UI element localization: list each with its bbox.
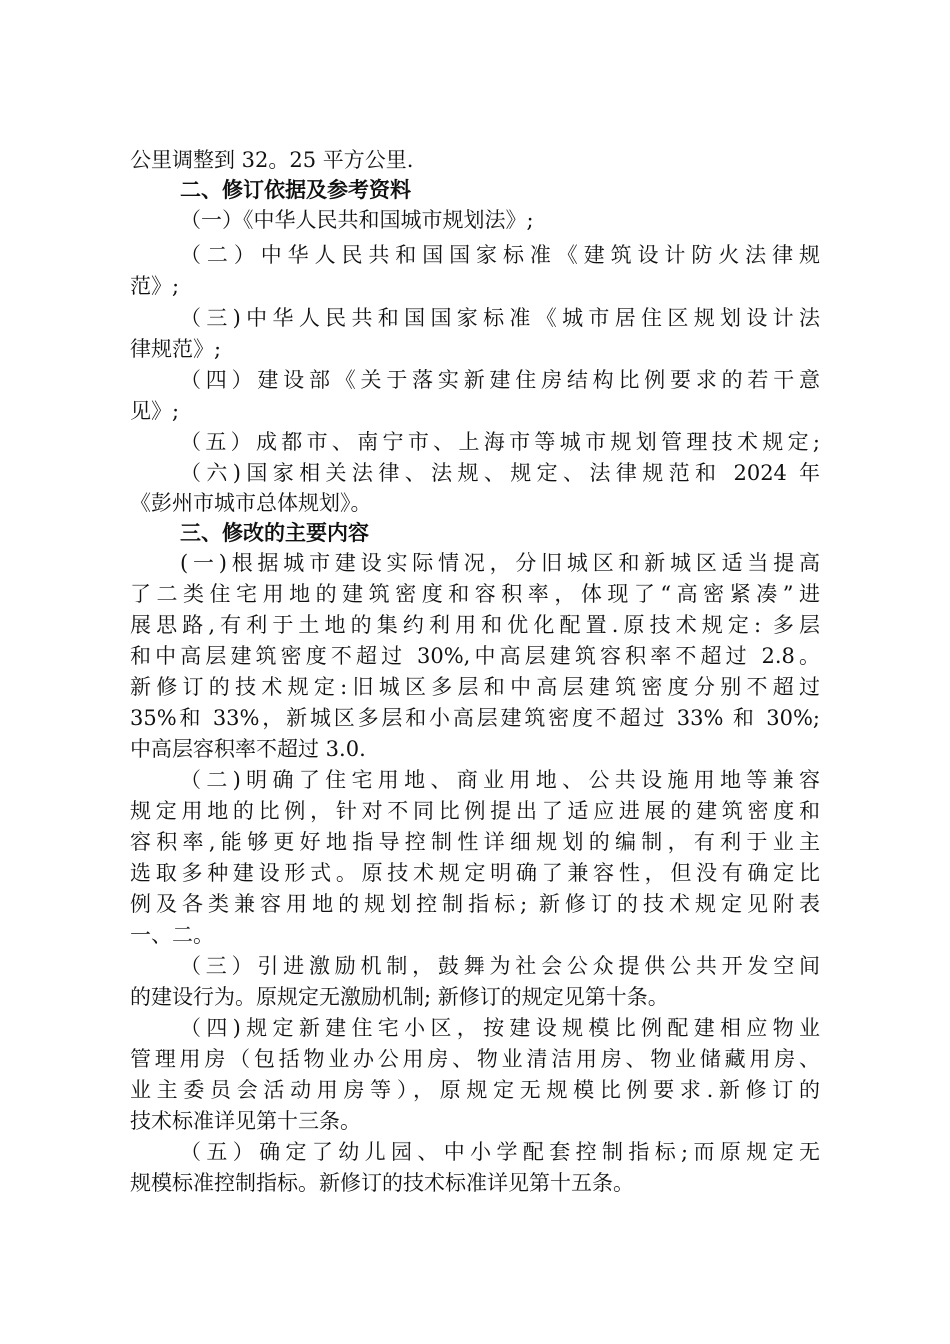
paragraph-line: （五）确定了幼儿园、中小学配套控制指标;而原规定无 [180,1140,820,1164]
paragraph-line: 了二类住宅用地的建筑密度和容积率，体现了“高密紧凑”进 [130,582,820,606]
paragraph-line: 中高层容积率不超过 3.0. [130,737,366,761]
paragraph-line: (一)根据城市建设实际情况，分旧城区和新城区适当提高 [180,551,820,575]
paragraph-line: （五）成都市、南宁市、上海市等城市规划管理技术规定; [180,430,820,454]
paragraph-line: 新修订的技术规定:旧城区多层和中高层建筑密度分别不超过 [130,675,820,699]
paragraph-line: （二)明确了住宅用地、商业用地、公共设施用地等兼容 [180,768,820,792]
paragraph-line: 公里调整到 32。25 平方公里. [130,148,414,172]
paragraph-line: 业主委员会活动用房等），原规定无规模比例要求.新修订的 [130,1078,820,1102]
paragraph-line: 一、二。 [130,923,214,947]
section-heading: 二、修订依据及参考资料 [180,178,411,202]
paragraph-line: 规模标准控制指标。新修订的技术标准详见第十五条。 [130,1171,634,1195]
paragraph-line: 管理用房（包括物业办公用房、物业清洁用房、物业储藏用房、 [130,1047,820,1071]
paragraph-line: 规定用地的比例，针对不同比例提出了适应进展的建筑密度和 [130,799,820,823]
paragraph-line: （三)中华人民共和国国家标准《城市居住区规划设计法 [180,306,820,330]
paragraph-line: （四)规定新建住宅小区，按建设规模比例配建相应物业 [180,1016,820,1040]
paragraph-line: 容积率,能够更好地指导控制性详细规划的编制，有利于业主 [130,830,820,854]
paragraph-line: （二）中华人民共和国国家标准《建筑设计防火法律规 [180,243,820,267]
paragraph-line: （一）《中华人民共和国城市规划法》; [180,208,534,232]
paragraph-line: 律规范》; [130,337,222,361]
paragraph-line: 《彭州市城市总体规划》。 [130,491,372,515]
paragraph-line: 展思路,有利于土地的集约利用和优化配置.原技术规定: 多层 [130,613,820,637]
paragraph-line: 范》; [130,274,180,298]
paragraph-line: 技术标准详见第十三条。 [130,1109,361,1133]
paragraph-line: 和中高层建筑密度不超过 30%,中高层建筑容积率不超过 2.8。 [130,644,820,668]
paragraph-line: 的建设行为。原规定无激励机制; 新修订的规定见第十条。 [130,985,669,1009]
paragraph-line: 选取多种建设形式。原技术规定明确了兼容性，但没有确定比 [130,861,820,885]
paragraph-line: （四）建设部《关于落实新建住房结构比例要求的若干意 [180,368,820,392]
paragraph-line: 35%和 33%，新城区多层和小高层建筑密度不超过 33% 和 30%; [130,706,820,730]
paragraph-line: （六)国家相关法律、法规、规定、法律规范和 2024 年 [180,461,820,485]
paragraph-line: 例及各类兼容用地的规划控制指标; 新修订的技术规定见附表 [130,892,820,916]
paragraph-line: 见》; [130,399,180,423]
paragraph-line: （三）引进激励机制，鼓舞为社会公众提供公共开发空间 [180,954,820,978]
section-heading: 三、修改的主要内容 [180,521,369,545]
